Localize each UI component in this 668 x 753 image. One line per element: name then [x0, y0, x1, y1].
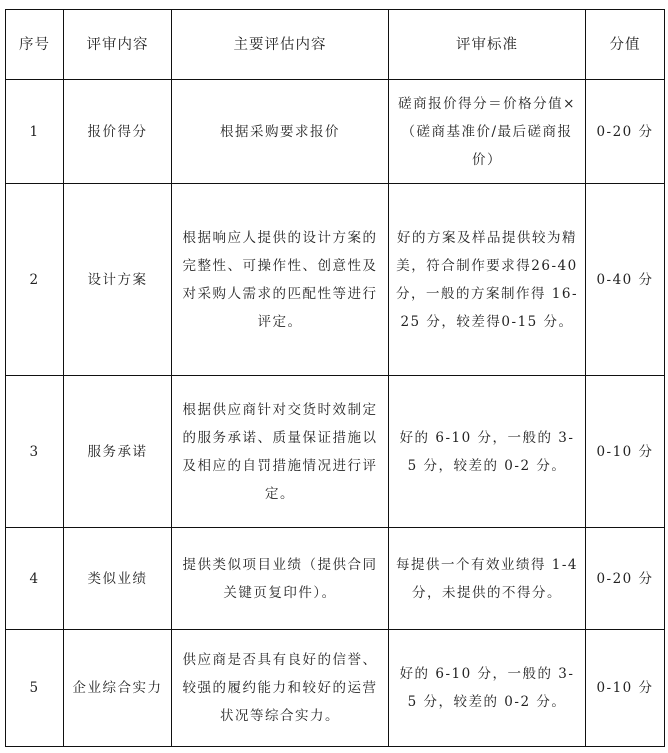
table-row	[6, 80, 665, 184]
cell-content: 根据供应商针对交货时效制定的服务承诺、质量保证措施以及相应的自罚措施情况进行评定。	[172, 376, 389, 528]
cell-seq: 1	[6, 80, 64, 184]
cell-item: 类似业绩	[64, 528, 172, 630]
cell-item: 设计方案	[64, 184, 172, 376]
header-score: 分值	[586, 10, 665, 80]
cell-score: 0-20 分	[586, 528, 665, 630]
cell-seq: 2	[6, 184, 64, 376]
cell-score: 0-10 分	[586, 376, 665, 528]
header-seq: 序号	[6, 10, 64, 80]
cell-item: 服务承诺	[64, 376, 172, 528]
cell-seq: 5	[6, 630, 64, 747]
cell-score: 0-20 分	[586, 80, 665, 184]
cell-seq: 3	[6, 376, 64, 528]
cell-seq: 4	[6, 528, 64, 630]
table-header-row	[6, 10, 665, 80]
cell-criteria: 好的 6-10 分，一般的 3-5 分，较差的 0-2 分。	[389, 376, 586, 528]
header-content: 主要评估内容	[172, 10, 389, 80]
table-row	[6, 376, 665, 528]
header-item: 评审内容	[64, 10, 172, 80]
cell-criteria: 好的方案及样品提供较为精美，符合制作要求得26-40 分，一般的方案制作得 16-25 分，较差得0-15 分。	[389, 184, 586, 376]
cell-criteria: 每提供一个有效业绩得 1-4 分，未提供的不得分。	[389, 528, 586, 630]
cell-content: 供应商是否具有良好的信誉、较强的履约能力和较好的运营状况等综合实力。	[172, 630, 389, 747]
cell-criteria: 磋商报价得分＝价格分值×（磋商基准价/最后磋商报价）	[389, 80, 586, 184]
header-criteria: 评审标准	[389, 10, 586, 80]
cell-item: 企业综合实力	[64, 630, 172, 747]
table-row	[6, 630, 665, 747]
cell-content: 提供类似项目业绩（提供合同关键页复印件）。	[172, 528, 389, 630]
table-row	[6, 184, 665, 376]
scoring-table	[5, 9, 665, 747]
cell-content: 根据响应人提供的设计方案的完整性、可操作性、创意性及对采购人需求的匹配性等进行评定。	[172, 184, 389, 376]
table-row	[6, 528, 665, 630]
cell-criteria: 好的 6-10 分，一般的 3-5 分，较差的 0-2 分。	[389, 630, 586, 747]
cell-content: 根据采购要求报价	[172, 80, 389, 184]
cell-score: 0-40 分	[586, 184, 665, 376]
cell-score: 0-10 分	[586, 630, 665, 747]
cell-item: 报价得分	[64, 80, 172, 184]
